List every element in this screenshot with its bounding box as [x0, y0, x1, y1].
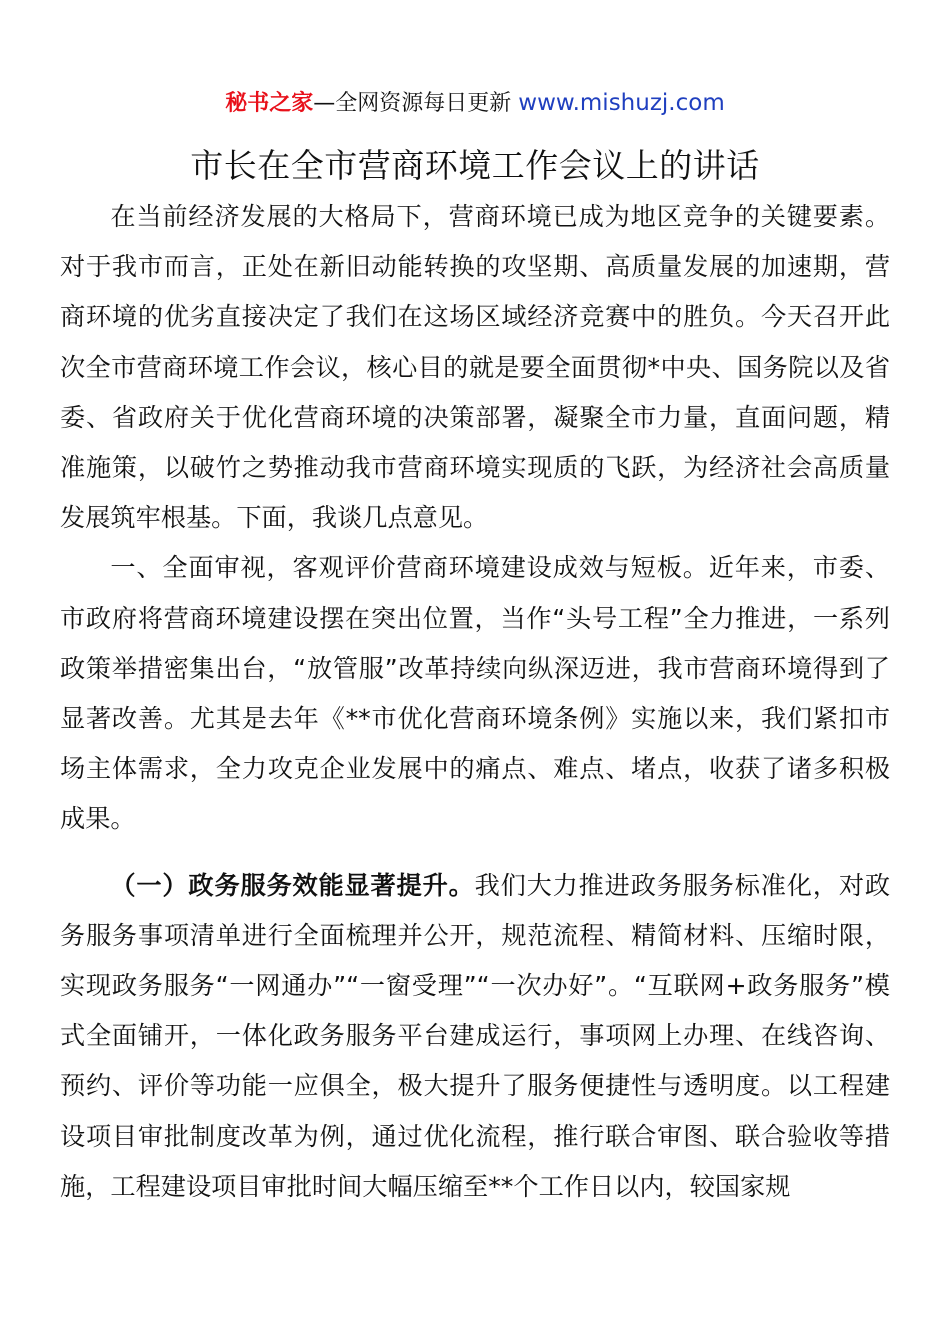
paragraph-text: 在当前经济发展的大格局下，营商环境已成为地区竞争的关键要素。对于我市而言，正处在新旧动能转换的攻坚期、高质量发展的加速期，营商环境的优劣直接决定了我们在这场区域经济竞赛中的胜负。今天召开此次全市营商环境工作会议，核心目的就是要全面贯彻*中央、国务院以及省委、省政府关于优化营商环境的决策部署，凝聚全市力量，直面问题，精准施策，以破竹之势推动我市营商环境实现质的飞跃，为经济社会高质量发展筑牢根基。下面，我谈几点意见。	[60, 202, 890, 533]
subsection-one-paragraph	[60, 861, 890, 1212]
section-one-paragraph	[60, 543, 890, 844]
paragraph-text: 我们大力推进政务服务标准化，对政务服务事项清单进行全面梳理并公开，规范流程、精简材料、压缩时限，实现政务服务“一网通办”“一窗受理”“一次办好”。“互联网+政务服务”模式全面铺开，一体化政务服务平台建成运行，事项网上办理、在线咨询、预约、评价等功能一应俱全，极大提升了服务便捷性与透明度。以工程建设项目审批制度改革为例，通过优化流程，推行联合审图、联合验收等措施，工程建设项目审批时间大幅压缩至**个工作日以内，较国家规	[60, 870, 891, 1201]
intro-paragraph	[60, 192, 890, 543]
document-title: 市长在全市营商环境工作会议上的讲话	[190, 146, 760, 185]
banner-tagline: —全网资源每日更新	[313, 91, 519, 116]
brand-name: 秘书之家	[225, 91, 314, 116]
paragraph-text: 一、全面审视，客观评价营商环境建设成效与短板。近年来，市委、市政府将营商环境建设摆在突出位置，当作“头号工程”全力推进，一系列政策举措密集出台，“放管服”改革持续向纵深迈进，我市营商环境得到了显著改善。尤其是去年《**市优化营商环境条例》实施以来，我们紧扣市场主体需求，全力攻克企业发展中的痛点、难点、堵点，收获了诸多积极成果。	[60, 553, 890, 834]
site-banner	[0, 86, 950, 121]
site-url-link[interactable]: www.mishuzj.com	[518, 90, 725, 116]
subsection-heading: （一）政务服务效能显著提升。	[110, 870, 475, 900]
document-body	[60, 192, 890, 1212]
